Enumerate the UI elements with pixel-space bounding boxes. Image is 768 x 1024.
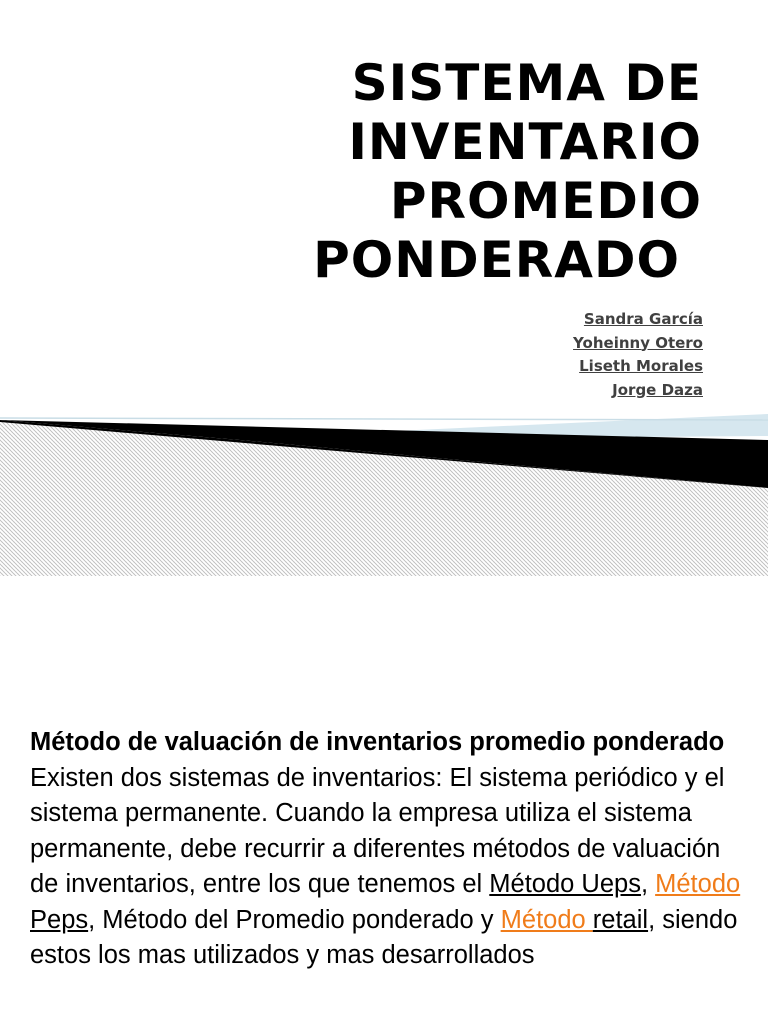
slide-title	[142, 54, 702, 290]
author-name: Liseth Morales	[579, 357, 703, 375]
link-metodo-peps-prefix[interactable]: Método	[655, 870, 741, 898]
link-metodo-retail[interactable]: retail	[592, 905, 649, 934]
link-metodo-ueps[interactable]: Método Ueps	[489, 870, 641, 898]
body-text: Existen dos sistemas de inventarios: El sistema periódico y el sistema permanente. Cuando la empresa utiliza el sistema permanente, debe recurrir a diferentes métodos de valuación de inventarios, entre los que tenemos el	[30, 763, 725, 898]
body-text: , siendo estos los mas utilizados y mas desarrollados	[30, 905, 738, 969]
body-paragraph	[30, 725, 742, 974]
authors-list	[573, 308, 703, 402]
title-line: INVENTARIO	[348, 113, 702, 171]
body-text: , Método del Promedio ponderado y	[88, 905, 501, 934]
title-line: PROMEDIO	[389, 172, 702, 230]
link-metodo-peps[interactable]: Peps	[30, 905, 89, 934]
link-metodo-retail-prefix[interactable]: Método	[500, 905, 593, 934]
title-line: PONDERADO	[313, 231, 680, 289]
decorative-band-graphic	[0, 400, 768, 576]
author-name: Sandra García	[583, 310, 703, 328]
section-heading: Método de valuación de inventarios promedio ponderado	[30, 728, 725, 756]
author-name: Jorge Daza	[612, 380, 703, 399]
body-text: ,	[640, 870, 656, 898]
title-line: SISTEMA DE	[351, 54, 702, 112]
author-name: Yoheinny Otero	[573, 333, 703, 352]
